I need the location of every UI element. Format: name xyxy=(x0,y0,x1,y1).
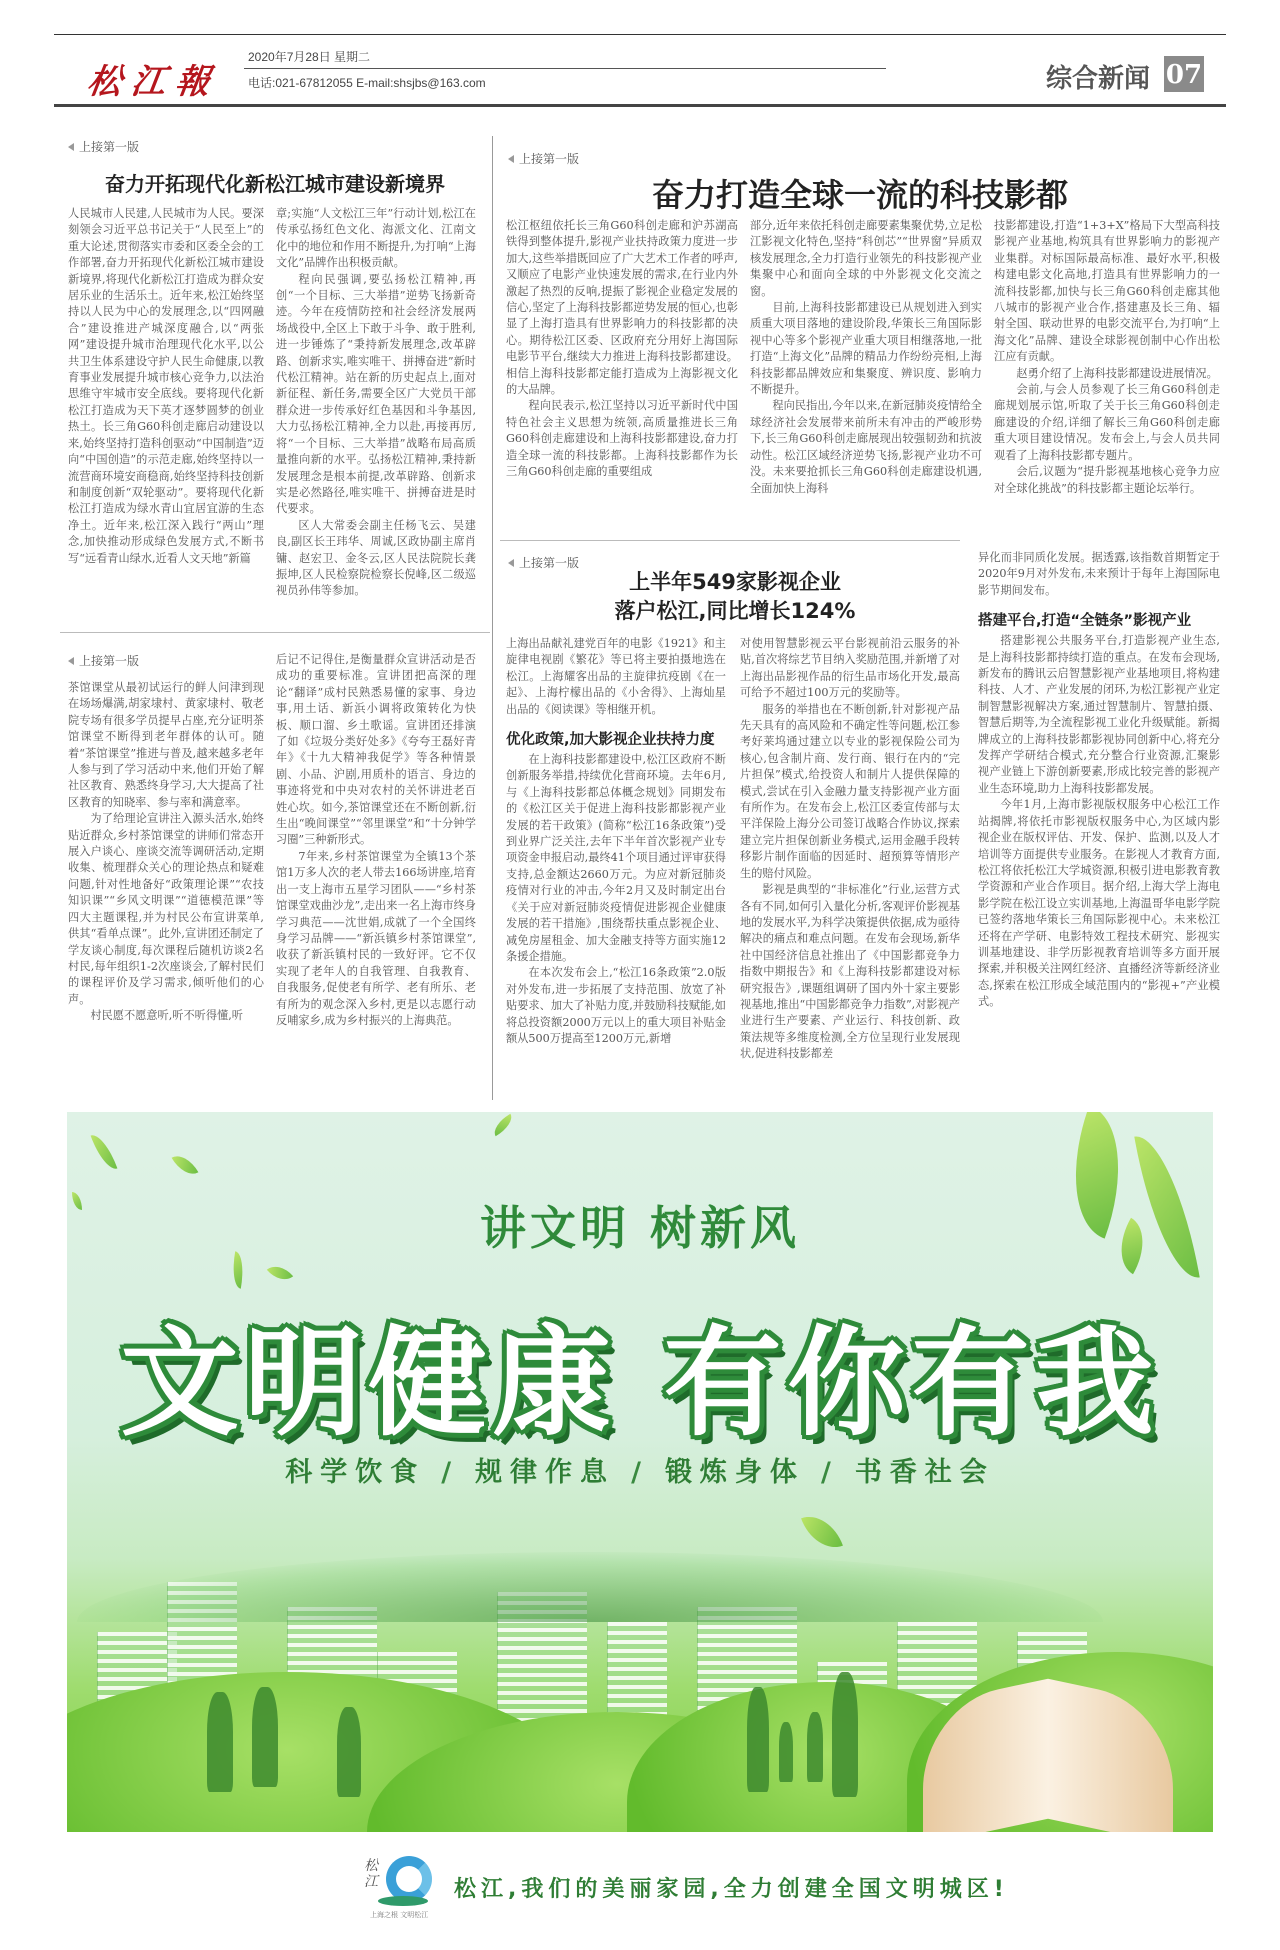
article-column-1: 人民城市人民建,人民城市为人民。要深刻领会习近平总书记关于“人民至上”的重大论述,贯彻落实市委和区委全会的工作部署,奋力开拓现代化新松江城市建设新境界,将现代化新松江打造成为群众安居乐业的生活乐土。近年来,松江始终坚持以人民为中心的发展理念,以“四网融合”建设推进产城深度融合,以“两张网”建设提升城市治理现代化水平,以公共卫生体系建设守护人民生命健康,以教育事业发展提升城市核心竞争力,以法治思维守牢城市安全底线。要将现代化新松江打造成为天下英才逐梦圆梦的创业热土。长三角G60科创走廊启动建设以来,始终坚持打造科创驱动“中国制造”迈向“中国创造”的示范走廊,始终坚持以一流营商环境安商稳商,始终坚持科技创新和制度创新“双轮驱动”。要将现代化新松江打造成为绿水青山宜居宜游的生态净土。近年来,松江深入践行“两山”理念,加快推动形成绿色发展方式,不断书写“远看青山绿水,近看人文天地”新篇 xyxy=(68,207,264,565)
continued-arrow-icon xyxy=(508,155,514,163)
continued-arrow-icon xyxy=(508,559,514,567)
child-silhouette xyxy=(779,1722,793,1782)
leaf-icon xyxy=(490,1114,517,1136)
column-divider xyxy=(492,136,493,1100)
footer-slogan: 松江,我们的美丽家园,全力创建全国文明城区! xyxy=(454,1877,1009,1902)
article-column-2: 章;实施“人文松江三年”行动计划,松江在传承弘扬红色文化、海派文化、江南文化中的地位和作用不断提升,为打响“上海文化”品牌作出积极贡献。 程向民强调,要弘扬松江精神,再创“一个目标、三大举措”逆势飞扬新奇迹。今年在疫情防控和社会经济发展两场战役中,全区上下敢于斗争、敢于胜利,进一步锤炼了“秉持新发展理念,改革辟路、创新求实,唯实唯干、拼搏奋进”新时代松江精神。站在新的历史起点上,面对新征程、新任务,需要全区广大党员干部群众进一步传承好红色基因和斗争基因,大力弘扬松江精神,全力以赴,再接再厉,将“一个目标、三大举措”战略布局高质量推向新的水平。弘扬松江精神,秉持新发展理念是根本前提,改革辟路、创新求实是必然路径,唯实唯干、拼搏奋进是时代要求。 区人大常委会副主任杨飞云、吴建良,副区长王玮华、周诚,区政协副主席肖镛、赵宏卫、金冬云,区人民法院院长龚振坤,区人民检察院检察长倪峰,区二级巡视员孙伟等参加。 xyxy=(276,207,476,598)
top-rule xyxy=(54,34,1226,35)
footer xyxy=(54,1838,1226,1938)
continued-arrow-icon xyxy=(68,657,74,665)
logo-swirl-icon xyxy=(386,1856,432,1902)
article-column-2: 后记不记得住,是衡量群众宣讲活动是否成功的重要标准。宣讲团把高深的理论“翻译”成村民熟悉易懂的家事、身边事,用土话、新浜小调将政策转化为快板、顺口溜、乡土歌谣。宣讲团还排演了如《垃圾分类好处多》《夸夸王磊好青年》《十九大精神我促学》等各种情景剧、小品、沪剧,用质朴的语言、身边的事迹将党和中央对农村的关怀讲进老百姓心坎。如今,茶馆课堂还在不断创新,衍生出“晚间课堂”“邻里课堂”和“十分钟学习圈”三种新形式。 7年来,乡村茶馆课堂为全镇13个茶馆1万多人次的老人带去166场讲座,培育出一支上海市五星学习团队——“乡村茶馆课堂戏曲沙龙”,走出来一名上海市终身学习典范——沈世娟,成就了一个全国终身学习品牌——“新浜镇乡村茶馆课堂”,收获了新浜镇村民的一致好评。它不仅实现了老年人的自我管理、自我教育、自我服务,促使老有所学、老有所乐、老有所为的观念深入乡村,更是以志愿行动反哺家乡,成为乡村振兴的上海典范。 xyxy=(276,653,476,1027)
headline-line-2: 落户松江,同比增长124% xyxy=(614,599,856,623)
child-silhouette xyxy=(252,1687,278,1787)
adult-silhouette xyxy=(747,1687,769,1792)
slogan-reading: 书香社会 xyxy=(854,1457,995,1488)
article-column-2: 部分,近年来依托科创走廊要素集聚优势,立足松江影视文化特色,坚持“科创芯”“世界窗”异质双核发展理念,全力打造行业领先的科技影视产业集聚中心和面向全球的中外影视文化交流之窗。 目前,上海科技影都建设已从规划进入到实质重大项目落地的建设阶段,华策长三角国际影视中心等多个影视产业重大项目相继落地,一批打造“上海文化”品牌的精品力作纷纷亮相,上海科技影都品牌效应和集聚度、辨识度、影响力不断提升。 程向民指出,今年以来,在新冠肺炎疫情给全球经济社会发展带来前所未有冲击的严峻形势下,长三角G60科创走廊展现出较强韧劲和抗波动性。松江区域经济逆势飞扬,影视产业功不可没。未来要抢抓长三角G60科创走廊建设机遇,全面加快上海科 xyxy=(750,219,982,495)
subheading: 优化政策,加大影视企业扶持力度 xyxy=(506,732,715,749)
continued-label: 上接第一版 xyxy=(508,150,579,167)
article-column-1: 上海出品献礼建党百年的电影《1921》和主旋律电视剧《繁花》等已将主要拍摄地选在松江。上海耀客出品的主旋律抗疫剧《在一起》、上海柠檬出品的《小舍得》、上海灿星出品的《阅读课》等相继开机。 优化政策,加大影视企业扶持力度 在上海科技影都建设中,松江区政府不断创新服务举措,持续优化营商环境。去年6月,与《上海科技影都总体概念规划》同期发布的《松江区关于促进上海科技影都影视产业发展的若干政策》(简称“松江16条政策”)受到业界广泛关注,去年下半年首次影视产业专项资金申报启动,最终41个项目通过评审获得支持,总金额达2660万元。为应对新冠肺炎疫情对行业的冲击,今年2月又及时制定出台《关于应对新冠肺炎疫情促进影视企业健康发展的若干措施》,围绕帮扶重点影视企业、减免房屋租金、加大金融支持等方面实施12条援企措施。 在本次发布会上,“松江16条政策”2.0版对外发布,进一步拓展了支持范围、放宽了补贴要求、加大了补贴力度,并鼓励科技赋能,如将总投资额2000万元以上的重大项目补贴金额从500万提高至1200万元,新增 xyxy=(506,637,726,1045)
masthead-bottom-rule xyxy=(54,104,1226,107)
article-divider xyxy=(60,632,490,633)
child-silhouette xyxy=(807,1712,823,1782)
contact-info: 电话:021-67812055 E-mail:shsjbs@163.com xyxy=(248,76,486,90)
banner-subtitle: 讲文明 树新风 xyxy=(479,1201,800,1255)
banner-slogans: 科学饮食 / 规律作息 / 锻炼身体 / 书香社会 xyxy=(285,1457,995,1488)
continued-label: 上接第一版 xyxy=(68,652,139,669)
section-title: 综合新闻 xyxy=(1045,64,1150,94)
continued-arrow-icon xyxy=(68,143,74,151)
adult-silhouette xyxy=(832,1672,858,1797)
songjiang-logo xyxy=(364,1852,436,1922)
article-column-1: 松江枢纽依托长三角G60科创走廊和沪苏湖高铁得到整体提升,影视产业扶持政策力度进一步加大,这些举措既回应了广大艺术工作者的呼声,又顺应了电影产业快速发展的需求,在行业内外激起了热烈的反响,提振了影视企业稳定发展的信心,坚定了上海科技影都逆势发展的恒心,也彰显了上海打造具有世界影响力的科技影都的决心。期待松江区委、区政府充分用好上海国际电影节平台,继续大力推进上海科技影都建设。相信上海科技影都定能打造成为上海影视文化的大品牌。 程向民表示,松江坚持以习近平新时代中国特色社会主义思想为统领,高质量推进长三角G60科创走廊建设和上海科技影都建设,奋力打造全球一流的科技影都。上海科技影都作为长三角G60科创走廊的重要组成 xyxy=(506,219,738,479)
leaf-icon xyxy=(801,1508,843,1556)
slogan-exercise: 锻炼身体 xyxy=(664,1457,805,1488)
logo-calligraphy: 松江 xyxy=(364,1858,378,1890)
headline xyxy=(500,568,970,626)
leaf-icon xyxy=(172,1150,199,1181)
slogan-diet: 科学饮食 xyxy=(285,1457,426,1488)
article-column-3: 异化而非同质化发展。据透露,该指数首期暂定于2020年9月对外发布,未来预计于每年上海国际电影节期间发布。 搭建平台,打造“全链条”影视产业 搭建影视公共服务平台,打造影视产业生态,是上海科技影都持续打造的重点。在发布会现场,新发布的腾讯云启智慧影视产业基地项目,将构建科技、人才、产业发展的闭环,为松江影视产业定制智慧影视解决方案,通过智慧制片、智慧拍摄、智慧后期等,为全流程影视工业化升级赋能。新揭牌成立的上海科技影都影视协同创新中心,将充分发挥产学研结合模式,充分整合行业资源,汇聚影视产业链上下游创新要素,形成比较完善的影视产业生态环境,助力上海科技影都发展。 今年1月,上海市影视版权服务中心松江工作站揭牌,将依托市影视版权服务中心,为区域内影视企业在版权评估、开发、保护、监测,以及人才培训等方面提供专业服务。在影视人才教育方面,松江将依托松江大学城资源,积极引进电影教育教学资源和产业合作项目。据介绍,上海大学上海电影学院在松江设立实训基地,上海温哥华电影学院已签约落地华策长三角国际影视中心。未来松江还将在产学研、电影特效工程技术研究、影视实训基地建设、非学历影视教育培训等多方面开展探索,并积极关注网红经济、直播经济等新经济业态,探索在松江形成全域范围内的“影视+”产业模式。 xyxy=(978,551,1220,1009)
newspaper-logo: 松江報 xyxy=(84,62,223,102)
masthead xyxy=(54,44,1226,106)
child-silhouette xyxy=(337,1707,361,1797)
page-number-badge: 07 xyxy=(1164,56,1204,92)
article-column-2: 对使用智慧影视云平台影视前沿云服务的补贴,首次将综艺节目纳入奖励范围,并新增了对上海出品影视作品的衍生品市场化开发,最高可给予不超过100万元的奖励等。 服务的举措也在不断创新,针对影视产品先天具有的高风险和不确定性等问题,松江参考好莱坞通过建立以专业的影视保险公司为核心,包含制片商、发行商、银行在内的“完片担保”模式,给投资人和制片人提供保障的模式,尝试在引入金融力量支持影视产业方面有所作为。在发布会上,松江区委宣传部与太平洋保险上海分公司签订战略合作协议,探索建立完片担保创新业务模式,运用金融手段转移影片制作面临的因延时、超预算等情形产生的赔付风险。 影视是典型的“非标准化”行业,运营方式各有不同,如何引入量化分析,客观评价影视基地的发展水平,为科学决策提供依据,成为亟待解决的痛点和难点问题。在发布会现场,新华社中国经济信息社推出了《中国影都竞争力指数中期报告》和《上海科技影都建设对标研究报告》,课题组调研了国内外十家主要影视基地,推出“中国影都竞争力指数”,对影视产业进行生产要素、产业运行、科技创新、政策法规等多维度检测,全方位呈现行业发展现状,促进科技影都差 xyxy=(740,637,960,1061)
article-divider xyxy=(500,540,960,541)
headline: 奋力开拓现代化新松江城市建设新境界 xyxy=(105,172,445,196)
civility-banner xyxy=(67,1112,1213,1832)
subheading: 搭建平台,打造“全链条”影视产业 xyxy=(978,613,1192,630)
leaf-icon xyxy=(91,1131,118,1173)
open-book-icon xyxy=(923,1672,1173,1832)
slogan-routine: 规律作息 xyxy=(475,1457,616,1488)
headline: 奋力打造全球一流的科技影都 xyxy=(651,176,1068,214)
masthead-divider xyxy=(244,68,886,69)
child-silhouette xyxy=(207,1692,233,1792)
article-column-3: 技影都建设,打造“1+3+X”格局下大型高科技影视产业基地,构筑具有世界影响力的影视产业集群。对标国际最高标准、最好水平,积极构建电影文化高地,打造具有世界影响力的一流科技影都,加快与长三角G60科创走廊其他八城市的影视产业合作,搭建惠及长三角、辐射全国、联动世界的电影交流平台,为打响“上海文化”品牌、建设全球影视创制中心作出松江应有贡献。 赵勇介绍了上海科技影都建设进展情况。 会前,与会人员参观了长三角G60科创走廊规划展示馆,听取了关于长三角G60科创走廊建设的介绍,详细了解长三角G60科创走廊重大项目建设情况。发布会上,与会人员共同观看了上海科技影都专题片。 会后,议题为“提升影视基地核心竞争力应对全球化挑战”的科技影都主题论坛举行。 xyxy=(994,219,1220,495)
headline-line-1: 上半年549家影视企业 xyxy=(629,570,841,594)
logo-wave-icon xyxy=(378,1896,428,1906)
leaf-icon xyxy=(267,1259,293,1286)
logo-tagline: 上海之根 文明松江 xyxy=(370,1911,429,1919)
issue-date: 2020年7月28日 星期二 xyxy=(248,50,371,64)
banner-main-title: 文明健康 有你有我 xyxy=(120,1314,1160,1452)
article-column-1: 茶馆课堂从最初试运行的鲜人问津到现在场场爆满,胡家埭村、黄家埭村、敬老院专场有很多学员提早占座,充分证明茶馆课堂不断得到老年群体的认可。随着“茶馆课堂”推进与普及,越来越多老年人参与到了学习活动中来,他们开始了解社区教育、熟悉终身学习,大大提高了社区教育的知晓率、参与率和满意率。 为了给理论宣讲注入源头活水,始终贴近群众,乡村茶馆课堂的讲师们常态开展入户谈心、座谈交流等调研活动,定期收集、梳理群众关心的理论热点和疑难问题,针对性地备好“政策理论课”“农技知识课”“乡风文明课”“道德模范课”等四大主题课程,并为村民公布宣讲菜单,供其“看单点课”。此外,宣讲团还制定了学友谈心制度,每次课程后随机访谈2名村民,每年组织1-2次座谈会,了解村民们的课程评价及学习需求,倾听他们的心声。 村民愿不愿意听,听不听得懂,听 xyxy=(68,681,264,1023)
continued-label: 上接第一版 xyxy=(68,138,139,155)
continued-label: 上接第一版 xyxy=(508,554,579,571)
